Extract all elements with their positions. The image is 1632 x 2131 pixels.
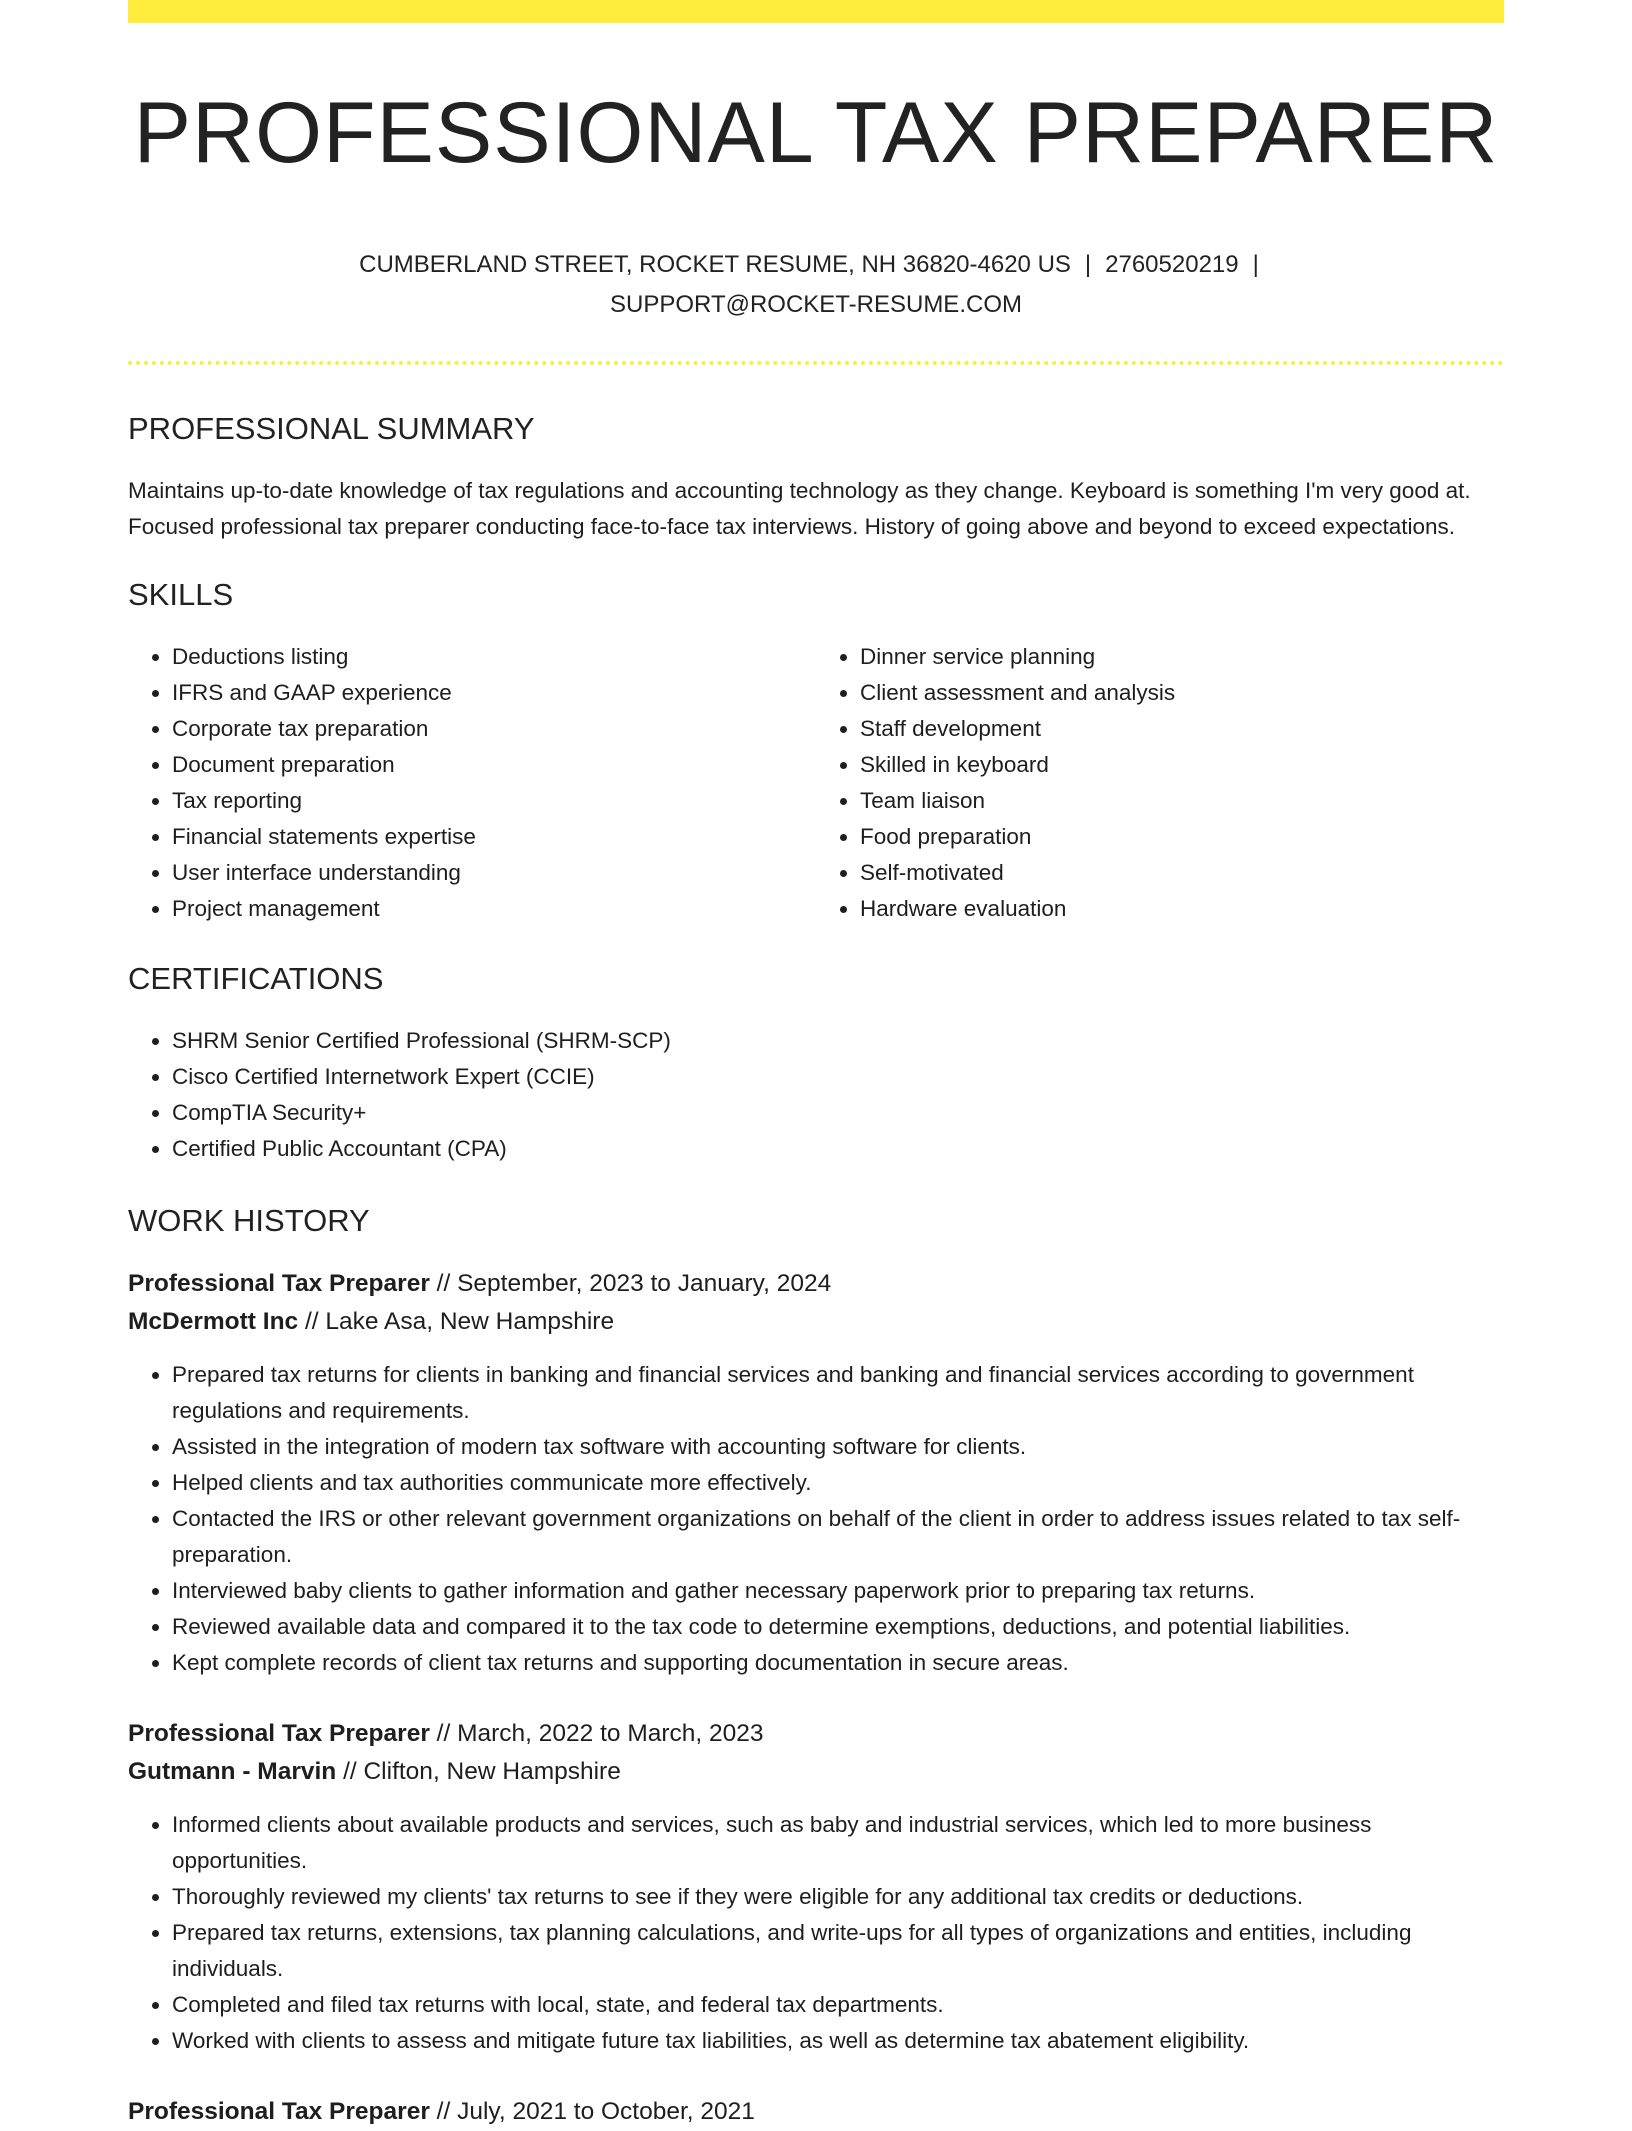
- job-bullet: • Prepared tax returns, extensions, tax planning calculations, and write-ups for all types of organizations and entities, including individuals.: [172, 1915, 1504, 1987]
- work-history-title: WORK HISTORY: [128, 1203, 370, 1238]
- job-bullets: [128, 1357, 1504, 1681]
- skill-item: • Tax reporting: [172, 783, 816, 819]
- certification-item: • Cisco Certified Internetwork Expert (CCIE): [172, 1059, 1504, 1095]
- job-dates: // July, 2021 to October, 2021: [429, 2098, 755, 2125]
- job-bullet: • Prepared tax returns for clients in banking and financial services and banking and financial services according to government regulations and requirements.: [172, 1357, 1504, 1429]
- resume-name: PROFESSIONAL TAX PREPARER: [133, 85, 1499, 181]
- job-role: Professional Tax Preparer: [128, 1720, 430, 1747]
- job-role: Professional Tax Preparer: [128, 2098, 430, 2125]
- job-company-line: [128, 1753, 1504, 1791]
- skill-item: • Client assessment and analysis: [860, 675, 1504, 711]
- skill-item: • Skilled in keyboard: [860, 747, 1504, 783]
- skills-grid: [128, 639, 1504, 927]
- email: SUPPORT@ROCKET-RESUME.COM: [610, 291, 1022, 318]
- certification-item: • SHRM Senior Certified Professional (SHRM-SCP): [172, 1023, 1504, 1059]
- job-location: // Clifton, New Hampshire: [336, 1758, 621, 1785]
- certification-item: • CompTIA Security+: [172, 1095, 1504, 1131]
- job-bullet: • Contacted the IRS or other relevant government organizations on behalf of the client in order to address issues related to tax self-preparation.: [172, 1501, 1504, 1573]
- job-entry: [128, 1715, 1504, 2059]
- job-role-line: [128, 2093, 1504, 2131]
- certification-item: • Certified Public Accountant (CPA): [172, 1131, 1504, 1167]
- skill-item: • Deductions listing: [172, 639, 816, 675]
- certifications-list: [128, 1023, 1504, 1167]
- address: CUMBERLAND STREET, ROCKET RESUME, NH 36820-4620 US: [359, 251, 1071, 278]
- skill-item: • User interface understanding: [172, 855, 816, 891]
- skills-title: SKILLS: [128, 577, 234, 612]
- separator: |: [1252, 251, 1259, 278]
- skill-item: • Corporate tax preparation: [172, 711, 816, 747]
- skill-item: • Dinner service planning: [860, 639, 1504, 675]
- job-company: McDermott Inc: [128, 1308, 299, 1335]
- skill-item: • Team liaison: [860, 783, 1504, 819]
- job-bullet: • Completed and filed tax returns with local, state, and federal tax departments.: [172, 1987, 1504, 2023]
- job-bullet: • Assisted in the integration of modern tax software with accounting software for clients.: [172, 1429, 1504, 1465]
- phone: 2760520219: [1105, 251, 1239, 278]
- top-accent-bar: [128, 0, 1504, 23]
- certifications-title: CERTIFICATIONS: [128, 961, 384, 996]
- job-role-line: [128, 1265, 1504, 1303]
- job-company: Gutmann - Marvin: [128, 1758, 337, 1785]
- job-role-line: [128, 1715, 1504, 1753]
- separator: |: [1084, 251, 1092, 278]
- job-bullet: • Worked with clients to assess and mitigate future tax liabilities, as well as determine tax abatement eligibility.: [172, 2023, 1504, 2059]
- job-entry: [128, 1265, 1504, 1681]
- skill-item: • IFRS and GAAP experience: [172, 675, 816, 711]
- job-dates: // March, 2022 to March, 2023: [429, 1720, 764, 1747]
- dotted-divider: [128, 361, 1504, 365]
- skill-item: • Hardware evaluation: [860, 891, 1504, 927]
- skill-item: • Document preparation: [172, 747, 816, 783]
- summary-text: Maintains up-to-date knowledge of tax regulations and accounting technology as they change. Keyboard is something I'm very good at. Focused professional tax preparer conducting face-to-face tax interviews. History of going above and beyond to exceed expectations.: [128, 478, 1471, 539]
- skills-left-list: [128, 639, 816, 927]
- skills-right-list: [816, 639, 1504, 927]
- job-bullet: • Thoroughly reviewed my clients' tax returns to see if they were eligible for any additional tax credits or deductions.: [172, 1879, 1504, 1915]
- job-company-line: [128, 1303, 1504, 1341]
- contact-info: [128, 245, 1504, 325]
- job-dates: // September, 2023 to January, 2024: [429, 1270, 832, 1297]
- skill-item: • Food preparation: [860, 819, 1504, 855]
- skill-item: • Self-motivated: [860, 855, 1504, 891]
- summary-title: PROFESSIONAL SUMMARY: [128, 411, 535, 446]
- job-location: // Lake Asa, New Hampshire: [298, 1308, 615, 1335]
- skill-item: • Financial statements expertise: [172, 819, 816, 855]
- job-bullet: • Interviewed baby clients to gather information and gather necessary paperwork prior to preparing tax returns.: [172, 1573, 1504, 1609]
- skill-item: • Staff development: [860, 711, 1504, 747]
- job-bullet: • Helped clients and tax authorities communicate more effectively.: [172, 1465, 1504, 1501]
- job-role: Professional Tax Preparer: [128, 1270, 430, 1297]
- job-entry: [128, 2093, 1504, 2131]
- job-bullets: [128, 1807, 1504, 2059]
- skill-item: • Project management: [172, 891, 816, 927]
- job-bullet: • Kept complete records of client tax returns and supporting documentation in secure areas.: [172, 1645, 1504, 1681]
- job-bullet: • Informed clients about available products and services, such as baby and industrial services, which led to more business opportunities.: [172, 1807, 1504, 1879]
- resume-page: [128, 0, 1504, 2131]
- job-bullet: • Reviewed available data and compared it to the tax code to determine exemptions, deductions, and potential liabilities.: [172, 1609, 1504, 1645]
